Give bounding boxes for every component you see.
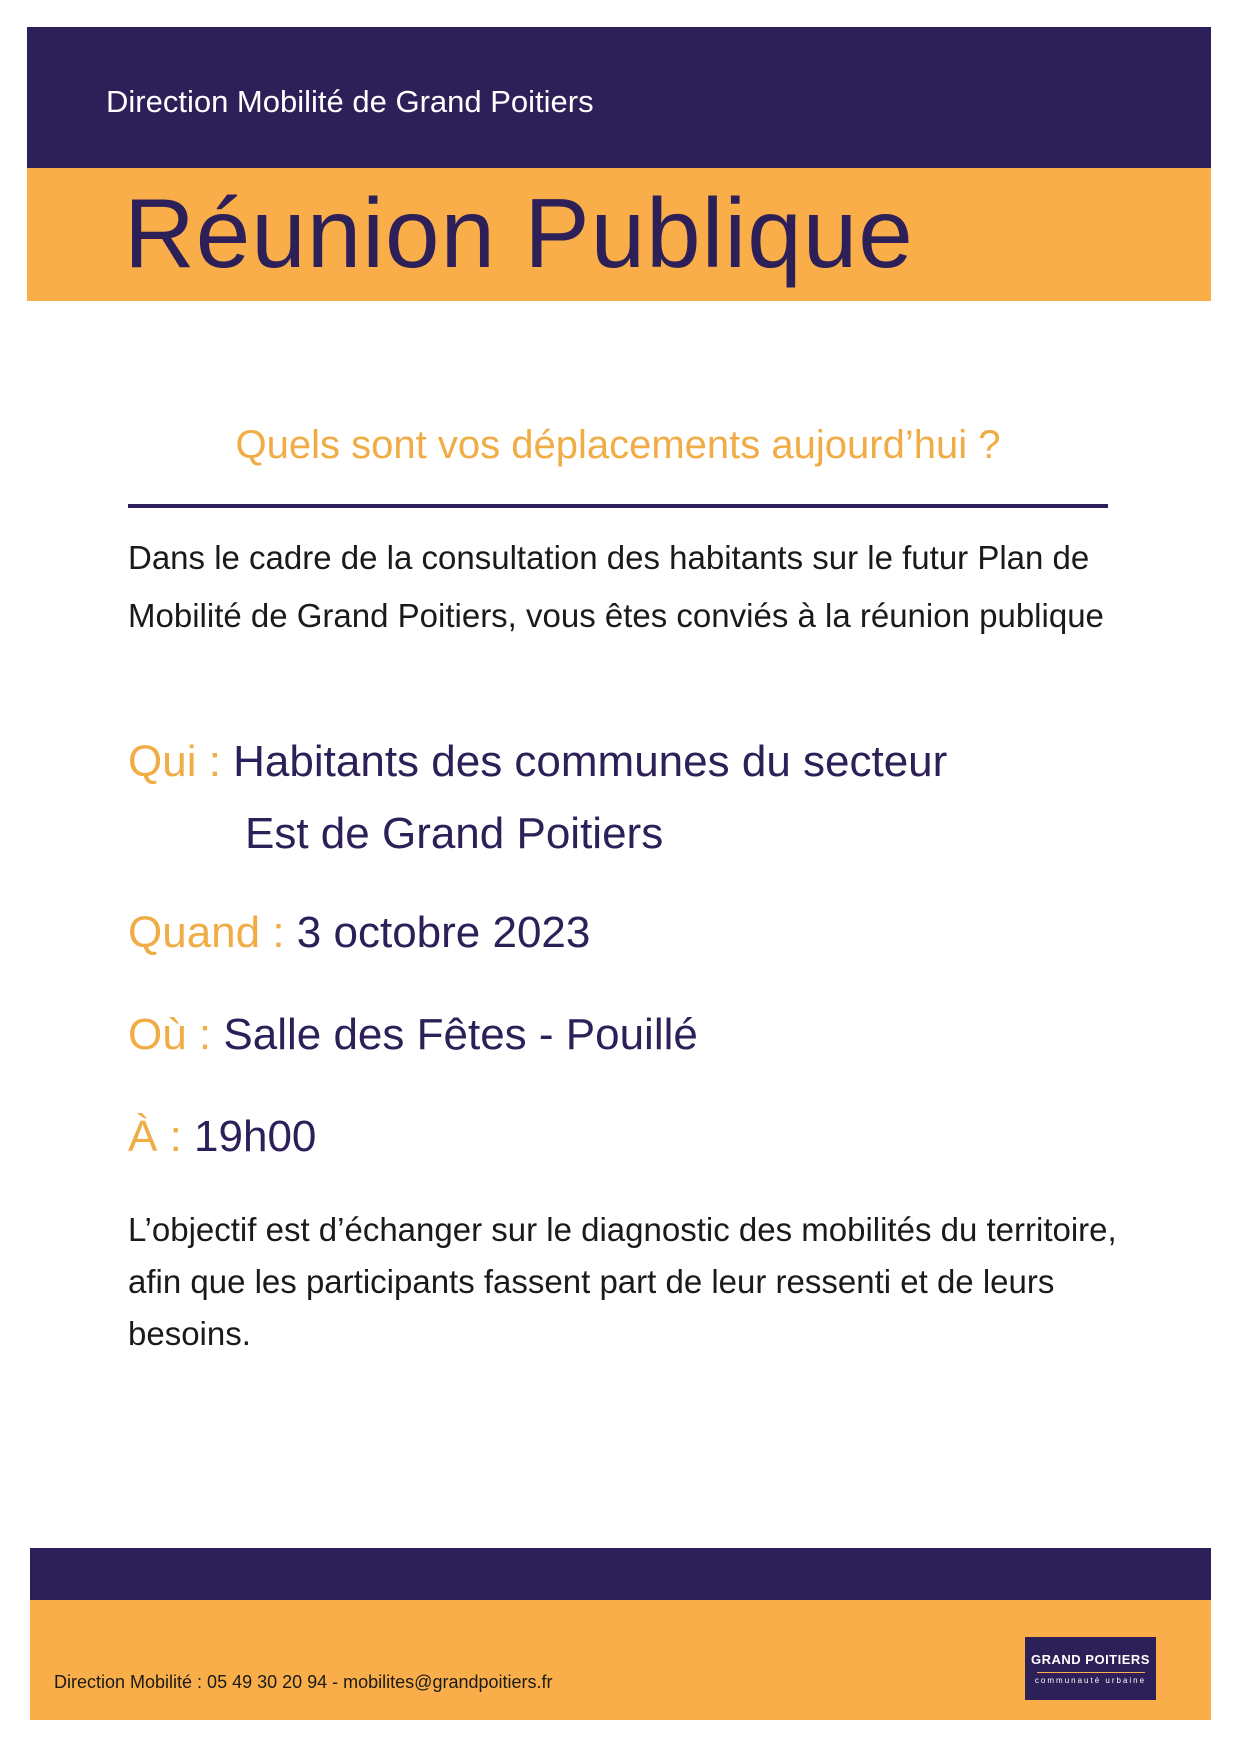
footer-banner	[30, 1548, 1211, 1600]
detail-time	[128, 1108, 316, 1166]
detail-where	[128, 1006, 698, 1064]
detail-when-value: 3 octobre 2023	[296, 908, 591, 957]
logo-tagline: communauté urbaine	[1034, 1676, 1147, 1685]
detail-where-value: Salle des Fêtes - Pouillé	[223, 1010, 698, 1059]
detail-when-label: Quand :	[128, 908, 285, 957]
detail-who	[128, 733, 947, 791]
detail-who-value: Habitants des communes du secteur	[233, 737, 948, 786]
detail-who-label: Qui :	[128, 737, 221, 786]
question-heading: Quels sont vos déplacements aujourd’hui ?	[235, 423, 1001, 467]
logo-name: GRAND POITIERS	[1031, 1652, 1150, 1667]
detail-who-value-line2: Est de Grand Poitiers	[245, 809, 664, 858]
footer-contact: Direction Mobilité : 05 49 30 20 94 - mobilites@grandpoitiers.fr	[54, 1672, 553, 1692]
detail-time-value: 19h00	[194, 1112, 317, 1161]
page-title: Réunion Publique	[124, 178, 914, 288]
intro-paragraph: Dans le cadre de la consultation des habitants sur le futur Plan de Mobilité de Grand Poitiers, vous êtes conviés à la réunion publique	[128, 539, 1104, 634]
header-subtitle: Direction Mobilité de Grand Poitiers	[106, 84, 594, 119]
divider	[128, 504, 1108, 508]
detail-who-continuation	[245, 805, 663, 863]
detail-when	[128, 904, 590, 962]
objective-paragraph: L’objectif est d’échanger sur le diagnostic des mobilités du territoire, afin que les participants fassent part de leur ressenti et de leurs besoins.	[128, 1211, 1117, 1352]
logo-divider	[1037, 1672, 1145, 1673]
detail-time-label: À :	[128, 1112, 182, 1161]
grand-poitiers-logo	[1025, 1637, 1156, 1700]
detail-where-label: Où :	[128, 1010, 212, 1059]
